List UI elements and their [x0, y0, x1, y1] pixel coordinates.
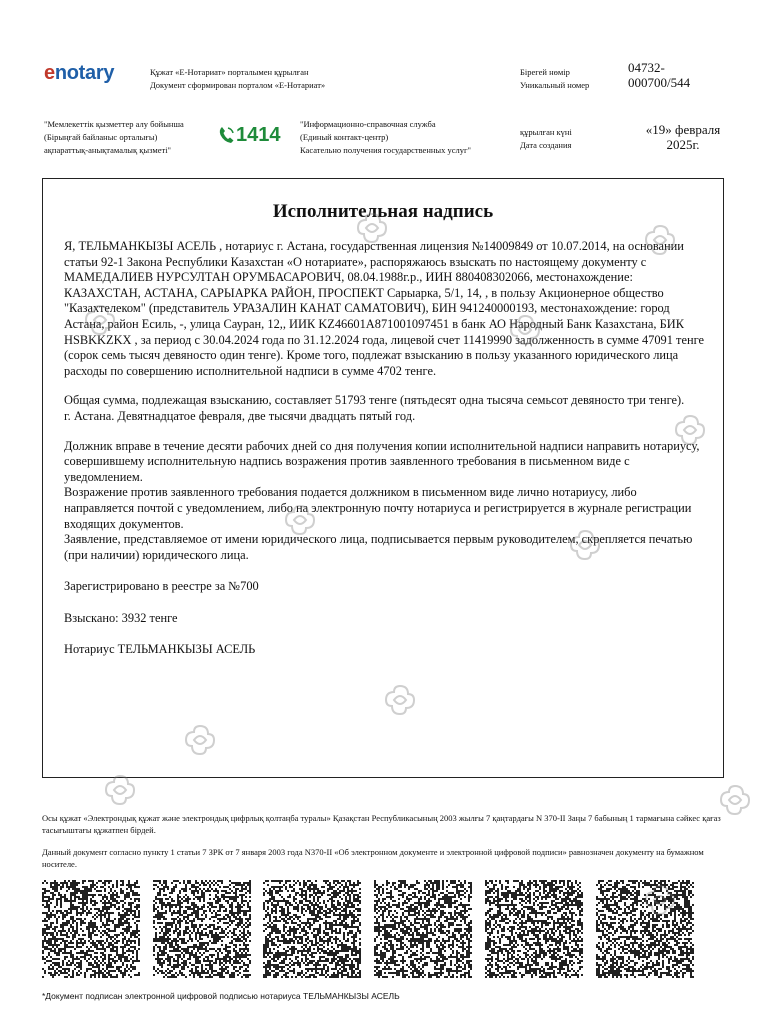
service-ru-line3: Касательно получения государственных услуг" [300, 145, 471, 155]
portal-note-ru: Документ сформирован порталом «Е-Нотариат» [150, 80, 326, 90]
qr-code-strip [42, 880, 742, 978]
paragraph-total: Общая сумма, подлежащая взысканию, составляет 51793 тенге (пятьдесят одна тысяча семьсот девяносто три тенге). [64, 393, 685, 408]
paragraph-legal-entity: Заявление, представляемое от имени юридического лица, подписывается первым руководителем, скрепляется печатью (при наличии) юридического лица. [64, 532, 693, 562]
qr-code [485, 880, 583, 978]
service-kz-line2: (Бірыңғай байланыс орталығы) [44, 132, 158, 142]
paragraph-notary: Нотариус ТЕЛЬМАНКЫЗЫ АСЕЛЬ [64, 642, 256, 657]
unique-label-kz: Бірегей нөмір [520, 67, 570, 77]
paragraph-objection: Возражение против заявленного требования подается должником в письменном виде лично нотариусу, либо направляется почтой с уведомлением, либо на электронную почту нотариуса и регистрируется в журнале регистрации входящих документов. [64, 485, 692, 531]
logo-text: notary [54, 62, 115, 84]
ornament-watermark [183, 723, 217, 757]
ornament-watermark [673, 413, 707, 447]
ornament-watermark [643, 223, 677, 257]
creation-date [628, 122, 738, 152]
phone-number: 1414 [236, 124, 281, 146]
phone-icon [218, 126, 234, 144]
ornament-watermark [103, 773, 137, 807]
paragraph-collected: Взыскано: 3932 тенге [64, 610, 178, 625]
qr-code [42, 880, 140, 978]
footer-legal-ru: Данный документ согласно пункту 1 статьи 7 ЗРК от 7 января 2003 года N370-II «Об электронном документе и электронной цифровой подписи» равнозначен документу на бумажном носителе. [42, 847, 704, 869]
document-title: Исполнительная надпись [272, 201, 494, 222]
document-number-line2: 000700/544 [628, 75, 691, 90]
document-number [628, 60, 738, 90]
creation-date-line2: 2025г. [666, 137, 700, 152]
contact-phone [218, 124, 281, 147]
unique-number-label [520, 66, 620, 92]
created-label-kz: құрылған күні [520, 127, 572, 137]
signature-note: *Документ подписан электронной цифровой подписью нотариуса ТЕЛЬМАНКЫЗЫ АСЕЛЬ [42, 991, 400, 1001]
paragraph-main: Я, ТЕЛЬМАНКЫЗЫ АСЕЛЬ , нотариус г. Астана, государственная лицензия №14009849 от 10.07.2014, на основании статьи 92-1 Закона Республики Казахстан «О нотариате», распоряжаюсь взыскать по настоящему документу с МАМЕДАЛИЕВ НУРСУЛТАН ОРУМБАСАРОВИЧ, 08.04.1988г.р., ИИН 880408302066, местонахождение: КАЗАХСТАН, АСТАНА, САРЫАРКА РАЙОН, ПРОСПЕКТ Сарыарка, 5/1, 14, , в пользу Акционерное общество "Казахтелеком" (представитель УРАЗАЛИН КАНАТ САМАТОВИЧ), БИН 941240000193, местонахождение: город Астана, район Есиль, -, улица Сауран, 12,, ИИК KZ46601A871001097451 в банк АО Народный Банк Казахстана, БИК HSBKKZKX , за период с 30.04.2024 года по 31.12.2024 года, лицевой счет 11419990 задолженность в сумме 47091 тенге (сорок семь тысяч девяносто один тенге). Кроме того, подлежат взысканию в пользу указанного юридического лица расходы по совершению исполнительной надписи в сумме 4702 тенге. [64, 239, 705, 378]
paragraph-place-date: г. Астана. Девятнадцатое февраля, две тысячи двадцать пятый год. [64, 408, 416, 423]
service-kz-line1: "Мемлекеттік қызметтер алу бойынша [44, 119, 184, 129]
service-kz-line3: ақпараттық-анықтамалық қызметі" [44, 145, 172, 155]
footer-legal-kz: Осы құжат «Электрондық құжат және электрондық цифрлық қолтаңба туралы» Қазақстан Республикасының 2003 жылғы 7 қаңтардағы N 370-II Заңы 7 бабының 1 тармағына сәйкес қағаз тасығыштағы құжатпен бірдей. [42, 813, 721, 835]
service-info-kz [44, 118, 214, 157]
logo-e: e [44, 62, 55, 84]
ornament-watermark [83, 303, 117, 337]
creation-date-label [520, 126, 620, 152]
created-label-ru: Дата создания [520, 140, 572, 150]
enotary-logo [44, 62, 114, 85]
qr-code [263, 880, 361, 978]
ornament-watermark [718, 783, 752, 817]
ornament-watermark [355, 211, 389, 245]
ornament-watermark [283, 503, 317, 537]
service-ru-line2: (Единый контакт-центр) [300, 132, 389, 142]
portal-note-kz: Құжат «Е-Нотариат» порталымен құрылған [150, 67, 309, 77]
document-body [64, 239, 704, 658]
ornament-watermark [383, 683, 417, 717]
ornament-watermark [508, 313, 542, 347]
qr-code [374, 880, 472, 978]
unique-label-ru: Уникальный номер [520, 80, 590, 90]
portal-note [150, 66, 480, 92]
ornament-watermark [643, 883, 677, 917]
qr-code [153, 880, 251, 978]
service-ru-line1: "Информационно-справочная служба [300, 119, 436, 129]
paragraph-debtor-rights: Должник вправе в течение десяти рабочих дней со дня получения копии исполнительной надписи направить нотариусу, совершившему исполнительную надпись возражения против заявленного требования в письменном виде с уведомлением. [64, 438, 700, 484]
ornament-watermark [568, 528, 602, 562]
document-number-line1: 04732- [628, 60, 665, 75]
creation-date-line1: «19» февраля [645, 122, 721, 137]
service-info-ru [300, 118, 510, 157]
paragraph-registry: Зарегистрировано в реестре за №700 [64, 579, 259, 594]
